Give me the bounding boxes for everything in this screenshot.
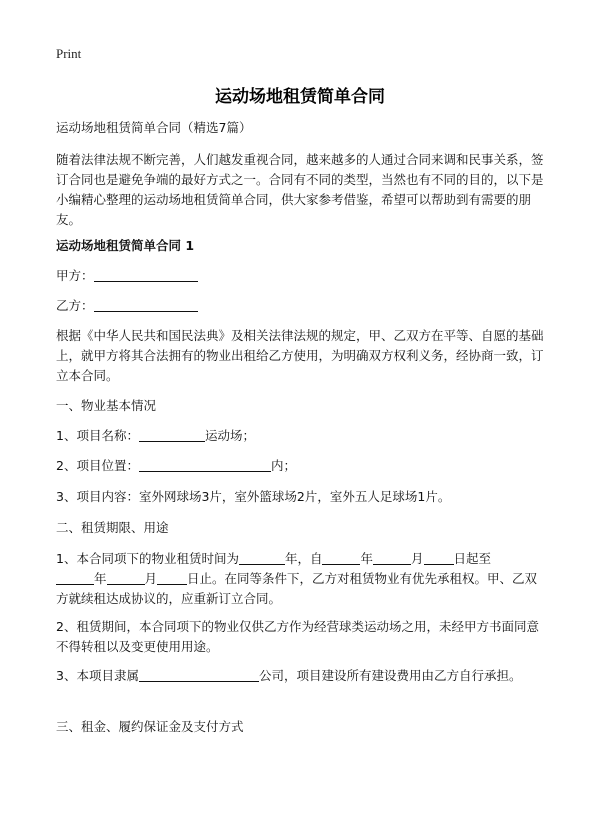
start-year-blank [322,550,360,565]
lease-term-text-g: 月 [144,571,158,586]
party-b-label: 乙方： [56,298,94,313]
lease-term-text-f: 年 [94,571,107,586]
project-location-suffix: 内； [270,458,296,473]
intro-paragraph: 随着法律法规不断完善，人们越发重视合同，越来越多的人通过合同来调和民事关系，签订合同也是避免争端的最好方式之一。合同有不同的类型，当然也有不同的目的，以下是小编精心整理的运动场地租赁简单合同，供大家参考借鉴，希望可以帮助到有需要的朋友。 [56,152,544,227]
section-2-heading: 二、租赁期限、用途 [56,520,169,535]
end-day-blank [157,570,187,585]
lease-years-blank [239,550,285,565]
company-blank [139,667,259,682]
document-subtitle: 运动场地租赁简单合同（精选7篇） [56,120,252,135]
party-a-blank [94,267,198,282]
start-day-blank [424,550,454,565]
project-name-blank [139,427,205,442]
lease-term-line-2 [56,569,548,609]
lease-term-text-d: 月 [411,551,424,566]
lease-term-text-h: 日止。在同等条件下，乙方对租赁物业有优先承租权。甲、乙双方就续租达成协议的，应重新订立合同。 [56,571,538,606]
party-a-label: 甲方： [56,268,94,283]
project-location-line [56,456,296,476]
print-label[interactable]: Print [56,46,82,61]
lease-use-paragraph: 2、租赁期间，本合同项下的物业仅供乙方作为经营球类运动场之用，未经甲方书面同意不得转租以及变更使用用途。 [56,619,539,654]
project-content-line: 3、项目内容：室外网球场3片，室外篮球场2片，室外五人足球场1片。 [56,489,451,504]
ownership-text-a: 3、本项目隶属 [56,668,139,683]
party-b-line [56,296,198,316]
ownership-text-b: 公司，项目建设所有建设费用由乙方自行承担 [258,668,509,683]
lease-term-line-1 [56,549,491,569]
basis-paragraph: 根据《中华人民共和国民法典》及相关法律法规的规定，甲、乙双方在平等、自愿的基础上，就甲方将其合法拥有的物业出租给乙方使用，为明确双方权利义务，经协商一致，订立本合同。 [56,328,544,383]
lease-term-text-c: 年 [360,551,373,566]
section-3-heading: 三、租金、履约保证金及支付方式 [56,719,244,734]
ownership-text-end: 。 [508,668,522,683]
section-1-heading: 一、物业基本情况 [56,398,157,413]
lease-term-text-a: 1、本合同项下的物业租赁时间为 [56,551,239,566]
project-location-blank [139,457,271,472]
project-name-suffix: 运动场； [204,428,255,443]
project-name-label: 1、项目名称： [56,428,139,443]
party-a-line [56,266,198,286]
section-heading: 运动场地租赁简单合同 1 [56,238,195,253]
start-month-blank [373,550,411,565]
party-b-blank [94,297,198,312]
end-year-blank [56,570,94,585]
lease-term-text-b: 年，自 [284,551,323,566]
document-title: 运动场地租赁简单合同 [215,87,385,107]
project-name-line [56,426,255,446]
project-location-label: 2、项目位置： [56,458,139,473]
lease-term-text-e: 日起至 [453,551,492,566]
end-month-blank [107,570,145,585]
ownership-paragraph [56,666,548,686]
